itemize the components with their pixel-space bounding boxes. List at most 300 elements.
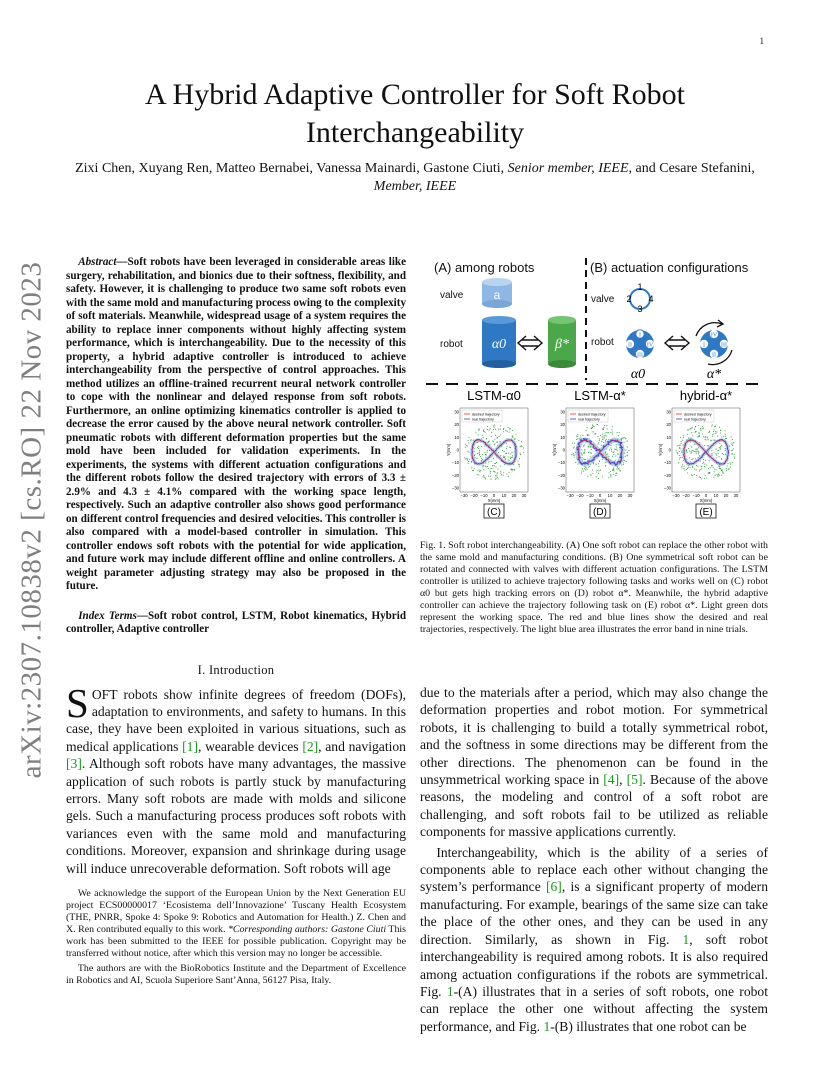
workspace-dot xyxy=(722,453,723,454)
workspace-dot xyxy=(467,451,468,452)
workspace-dot xyxy=(599,438,600,439)
workspace-dot xyxy=(500,466,501,467)
figure-link[interactable]: 1 xyxy=(446,983,454,999)
workspace-dot xyxy=(581,449,582,450)
workspace-dot xyxy=(490,476,491,477)
workspace-dot xyxy=(618,469,619,470)
workspace-dot xyxy=(711,426,712,427)
y-tick-label: 20 xyxy=(560,422,565,428)
workspace-dot xyxy=(493,429,494,430)
workspace-dot xyxy=(576,436,577,437)
workspace-dot xyxy=(613,474,614,475)
workspace-dot xyxy=(581,473,582,474)
index-terms-text: —Soft robot control, LSTM, Robot kinematics, Hybrid controller, Adaptive controller xyxy=(66,609,406,635)
abstract-label: Abstract xyxy=(78,256,117,268)
workspace-dot xyxy=(590,452,591,453)
figure-link[interactable]: 1 xyxy=(682,931,690,947)
citation-link[interactable]: [2] xyxy=(302,738,319,754)
citation-link[interactable]: [5] xyxy=(626,772,643,788)
workspace-dot xyxy=(607,453,608,454)
workspace-dot xyxy=(476,458,477,459)
workspace-dot xyxy=(506,448,507,449)
citation-link[interactable]: [3] xyxy=(66,756,82,772)
workspace-dot xyxy=(598,470,599,471)
workspace-dot xyxy=(617,432,618,433)
workspace-dot xyxy=(613,452,614,453)
workspace-dot xyxy=(509,432,510,433)
workspace-dot xyxy=(475,457,476,458)
workspace-dot xyxy=(497,437,498,438)
workspace-dot xyxy=(478,434,479,435)
workspace-dot xyxy=(681,467,682,468)
workspace-dot xyxy=(598,478,599,479)
figure-link[interactable]: 1 xyxy=(543,1018,551,1034)
workspace-dot xyxy=(478,474,479,475)
body-text: -(A) illustrates that in a series of soft robots, one robot can replace the other one without affecting the system performance, and Fig. xyxy=(420,983,768,1034)
workspace-dot xyxy=(598,473,599,474)
workspace-dot xyxy=(488,462,489,463)
workspace-dot xyxy=(586,430,587,431)
workspace-dot xyxy=(714,471,715,472)
workspace-dot xyxy=(617,453,618,454)
workspace-dot xyxy=(582,435,583,436)
workspace-dot xyxy=(711,454,712,455)
workspace-dot xyxy=(699,433,700,434)
x-tick-label: 20 xyxy=(723,493,729,498)
footnote-text: This work has been submitted to the IEEE for possible publication. Copyright may be transferred without notice, after which this version may no longer be accessible. xyxy=(66,924,406,959)
workspace-dot xyxy=(575,462,576,463)
workspace-dot xyxy=(679,455,680,456)
workspace-dot xyxy=(616,469,617,470)
plot-2 xyxy=(552,388,634,518)
workspace-dot xyxy=(698,453,699,454)
workspace-dot xyxy=(521,446,522,447)
workspace-dot xyxy=(716,455,717,456)
intro-text: , and navigation xyxy=(318,738,406,754)
workspace-dot xyxy=(597,424,598,425)
workspace-dot xyxy=(504,456,505,457)
arxiv-sidebar xyxy=(10,261,54,779)
workspace-dot xyxy=(603,428,604,429)
workspace-dot xyxy=(731,436,732,437)
workspace-dot xyxy=(584,450,585,451)
y-tick-label: 30 xyxy=(454,409,459,415)
workspace-dot xyxy=(710,467,711,468)
workspace-dot xyxy=(721,475,722,476)
workspace-dot xyxy=(696,449,697,450)
workspace-dot xyxy=(501,474,502,475)
body-text: , soft robot interchangeability is required among robots. It is also required among actuation configurations if the robots are symmetrical. Fig. xyxy=(420,931,769,999)
workspace-dot xyxy=(490,471,491,472)
workspace-dot xyxy=(624,437,625,438)
workspace-dot xyxy=(491,461,492,462)
workspace-dot xyxy=(680,437,681,438)
workspace-dot xyxy=(494,463,495,464)
workspace-dot xyxy=(713,431,714,432)
y-tick-label: −10 xyxy=(451,460,459,466)
workspace-dot xyxy=(612,433,613,434)
workspace-dot xyxy=(581,457,582,458)
workspace-dot xyxy=(724,430,725,431)
plot-title: LSTM-α* xyxy=(574,388,626,403)
workspace-dot xyxy=(689,451,690,452)
workspace-dot xyxy=(610,474,611,475)
workspace-dot xyxy=(587,427,588,428)
workspace-dot xyxy=(683,468,684,469)
workspace-dot xyxy=(483,466,484,467)
workspace-dot xyxy=(479,471,480,472)
workspace-dot xyxy=(508,472,509,473)
workspace-dot xyxy=(487,426,488,427)
workspace-dot xyxy=(603,442,604,443)
chamber-label: II xyxy=(628,342,632,349)
workspace-dot xyxy=(693,458,694,459)
workspace-dot xyxy=(505,459,506,460)
workspace-dot xyxy=(680,443,681,444)
workspace-dot xyxy=(713,452,714,453)
workspace-dot xyxy=(691,475,692,476)
workspace-dot xyxy=(584,468,585,469)
port-label: 1 xyxy=(637,282,643,292)
x-tick-label: 20 xyxy=(617,493,623,498)
workspace-dot xyxy=(612,456,613,457)
workspace-dot xyxy=(485,478,486,479)
workspace-dot xyxy=(617,467,618,468)
workspace-dot xyxy=(605,462,606,463)
workspace-dot xyxy=(720,432,721,433)
workspace-dot xyxy=(508,453,509,454)
workspace-dot xyxy=(498,469,499,470)
workspace-dot xyxy=(708,468,709,469)
workspace-dot xyxy=(713,440,714,441)
workspace-dot xyxy=(697,449,698,450)
body-text: -(B) illustrates that one robot can be xyxy=(550,1018,747,1034)
x-axis-label: X(mm) xyxy=(487,498,501,503)
workspace-dot xyxy=(518,464,519,465)
workspace-dot xyxy=(608,472,609,473)
workspace-dot xyxy=(687,452,688,453)
workspace-dot xyxy=(717,475,718,476)
workspace-dot xyxy=(616,473,617,474)
workspace-dot xyxy=(718,456,719,457)
workspace-dot xyxy=(483,475,484,476)
workspace-dot xyxy=(694,444,695,445)
workspace-dot xyxy=(711,465,712,466)
workspace-dot xyxy=(697,466,698,467)
workspace-dot xyxy=(606,436,607,437)
workspace-dot xyxy=(503,428,504,429)
workspace-dot xyxy=(484,452,485,453)
workspace-dot xyxy=(693,450,694,451)
workspace-dot xyxy=(583,446,584,447)
workspace-dot xyxy=(605,451,606,452)
workspace-dot xyxy=(677,453,678,454)
workspace-dot xyxy=(471,462,472,463)
workspace-dot xyxy=(468,461,469,462)
workspace-dot xyxy=(619,432,620,433)
workspace-dot xyxy=(699,442,700,443)
workspace-dot xyxy=(602,436,603,437)
workspace-dot xyxy=(509,428,510,429)
page-number: 1 xyxy=(759,36,764,46)
workspace-dot xyxy=(495,467,496,468)
workspace-dot xyxy=(691,451,692,452)
workspace-dot xyxy=(506,446,507,447)
workspace-dot xyxy=(582,468,583,469)
workspace-dot xyxy=(691,447,692,448)
workspace-dot xyxy=(591,453,592,454)
x-tick-label: −20 xyxy=(682,493,690,498)
workspace-dot xyxy=(593,426,594,427)
workspace-dot xyxy=(725,436,726,437)
workspace-dot xyxy=(503,431,504,432)
workspace-dot xyxy=(712,434,713,435)
workspace-dot xyxy=(479,469,480,470)
y-tick-label: −20 xyxy=(663,472,671,478)
workspace-dot xyxy=(474,448,475,449)
robot-label-a: robot xyxy=(440,339,463,350)
x-tick-label: −10 xyxy=(586,493,594,498)
workspace-dot xyxy=(489,441,490,442)
author-list xyxy=(70,160,760,196)
workspace-dot xyxy=(492,440,493,441)
panel-b-label: (B) actuation configurations xyxy=(590,260,749,275)
x-tick-label: 10 xyxy=(713,493,719,498)
workspace-dot xyxy=(606,439,607,440)
port-label: 4 xyxy=(648,294,654,304)
citation-link[interactable]: [6] xyxy=(545,879,562,895)
workspace-dot xyxy=(627,455,628,456)
workspace-dot xyxy=(699,470,700,471)
workspace-dot xyxy=(493,425,494,426)
workspace-dot xyxy=(478,448,479,449)
workspace-dot xyxy=(584,445,585,446)
workspace-dot xyxy=(692,475,693,476)
workspace-dot xyxy=(701,466,702,467)
body-text: Interchangeability, which is the ability of a series of components able to replace each other without changing the system’s performance xyxy=(420,844,768,895)
workspace-dot xyxy=(507,431,508,432)
intro-text: OFT robots show infinite degrees of freedom (DOFs), adaptation to environments, and safety to humans. In this case, they have been exploited in various situations, such as medical applications xyxy=(66,686,406,754)
y-tick-label: 10 xyxy=(666,434,671,440)
workspace-dot xyxy=(720,430,721,431)
workspace-dot xyxy=(612,470,613,471)
workspace-dot xyxy=(498,429,499,430)
workspace-dot xyxy=(713,429,714,430)
workspace-dot xyxy=(682,440,683,441)
workspace-dot xyxy=(574,454,575,455)
workspace-dot xyxy=(623,442,624,443)
workspace-dot xyxy=(491,436,492,437)
workspace-dot xyxy=(611,451,612,452)
workspace-dot xyxy=(596,464,597,465)
workspace-dot xyxy=(732,450,733,451)
workspace-dot xyxy=(618,435,619,436)
workspace-dot xyxy=(679,448,680,449)
workspace-dot xyxy=(579,438,580,439)
workspace-dot xyxy=(592,431,593,432)
workspace-dot xyxy=(711,450,712,451)
workspace-dot xyxy=(708,432,709,433)
workspace-dot xyxy=(588,452,589,453)
workspace-dot xyxy=(512,457,513,458)
workspace-dot xyxy=(512,430,513,431)
workspace-dot xyxy=(719,447,720,448)
workspace-dot xyxy=(505,430,506,431)
workspace-dot xyxy=(475,432,476,433)
workspace-dot xyxy=(695,426,696,427)
workspace-dot xyxy=(614,451,615,452)
authors-affil-2: Member, IEEE xyxy=(373,179,457,194)
workspace-dot xyxy=(705,475,706,476)
body-text: , xyxy=(619,772,627,788)
footnote-affiliation: The authors are with the BioRobotics Institute and the Department of Excellence in Robotics and AI, Scuola Superiore Sant’Anna, 56127 Pisa, Italy. xyxy=(66,963,406,986)
workspace-dot xyxy=(496,475,497,476)
citation-link[interactable]: [1] xyxy=(182,738,198,754)
workspace-dot xyxy=(598,463,599,464)
workspace-dot xyxy=(473,470,474,471)
workspace-dot xyxy=(490,473,491,474)
workspace-dot xyxy=(684,466,685,467)
workspace-dot xyxy=(485,454,486,455)
workspace-dot xyxy=(487,466,488,467)
workspace-dot xyxy=(699,435,700,436)
workspace-dot xyxy=(712,424,713,425)
workspace-dot xyxy=(676,452,677,453)
workspace-dot xyxy=(708,439,709,440)
workspace-dot xyxy=(702,463,703,464)
workspace-dot xyxy=(510,458,511,459)
workspace-dot xyxy=(478,446,479,447)
citation-link[interactable]: [4] xyxy=(603,772,620,788)
workspace-dot xyxy=(490,428,491,429)
double-arrow-icon xyxy=(665,336,689,350)
workspace-dot xyxy=(626,461,627,462)
workspace-dot xyxy=(688,448,689,449)
workspace-dot xyxy=(729,446,730,447)
workspace-dot xyxy=(615,456,616,457)
workspace-dot xyxy=(692,467,693,468)
workspace-dot xyxy=(725,434,726,435)
workspace-dot xyxy=(606,425,607,426)
plot-legend xyxy=(462,410,502,422)
intro-paragraph-1 xyxy=(66,679,406,877)
workspace-dot xyxy=(723,473,724,474)
workspace-dot xyxy=(627,441,628,442)
drop-cap: S xyxy=(66,679,89,726)
chamber-label: I xyxy=(703,342,705,349)
workspace-dot xyxy=(500,455,501,456)
workspace-dot xyxy=(691,432,692,433)
workspace-dot xyxy=(520,446,521,447)
workspace-dot xyxy=(727,463,728,464)
legend-entry: real trajectory xyxy=(578,417,600,422)
workspace-dot xyxy=(591,475,592,476)
workspace-dot xyxy=(508,460,509,461)
workspace-dot xyxy=(577,434,578,435)
workspace-dot xyxy=(732,443,733,444)
workspace-dot xyxy=(683,437,684,438)
workspace-dot xyxy=(682,457,683,458)
workspace-dot xyxy=(487,452,488,453)
workspace-dot xyxy=(477,453,478,454)
y-tick-label: −20 xyxy=(557,472,565,478)
workspace-dot xyxy=(585,469,586,470)
workspace-dot xyxy=(603,438,604,439)
workspace-dot xyxy=(602,429,603,430)
workspace-dot xyxy=(494,471,495,472)
y-tick-label: 10 xyxy=(454,434,459,440)
x-tick-label: 10 xyxy=(501,493,507,498)
y-tick-label: −30 xyxy=(557,485,565,491)
workspace-dot xyxy=(687,472,688,473)
workspace-dot xyxy=(498,452,499,453)
legend-entry: real trajectory xyxy=(472,417,494,422)
workspace-dot xyxy=(713,467,714,468)
x-tick-label: −10 xyxy=(692,493,700,498)
workspace-dot xyxy=(573,455,574,456)
workspace-dot xyxy=(495,429,496,430)
workspace-dot xyxy=(502,450,503,451)
workspace-dot xyxy=(474,454,475,455)
workspace-dot xyxy=(573,453,574,454)
authors-part-2: and Cesare Stefanini, xyxy=(632,161,755,176)
workspace-dot xyxy=(625,438,626,439)
workspace-dot xyxy=(704,466,705,467)
workspace-dot xyxy=(504,451,505,452)
workspace-dot xyxy=(694,474,695,475)
workspace-dot xyxy=(483,469,484,470)
workspace-dot xyxy=(590,456,591,457)
workspace-dot xyxy=(572,443,573,444)
workspace-dot xyxy=(733,442,734,443)
workspace-dot xyxy=(523,452,524,453)
workspace-dot xyxy=(466,445,467,446)
workspace-dot xyxy=(518,440,519,441)
workspace-dot xyxy=(703,428,704,429)
workspace-dot xyxy=(588,434,589,435)
workspace-dot xyxy=(719,465,720,466)
workspace-dot xyxy=(696,451,697,452)
y-tick-label: −10 xyxy=(663,460,671,466)
workspace-dot xyxy=(616,449,617,450)
workspace-dot xyxy=(468,452,469,453)
workspace-dot xyxy=(483,437,484,438)
workspace-dot xyxy=(471,439,472,440)
legend-entry: desired trajectory xyxy=(684,412,712,417)
workspace-dot xyxy=(590,447,591,448)
workspace-dot xyxy=(581,452,582,453)
workspace-dot xyxy=(728,468,729,469)
workspace-dot xyxy=(616,446,617,447)
workspace-dot xyxy=(580,435,581,436)
workspace-dot xyxy=(608,432,609,433)
workspace-dot xyxy=(733,448,734,449)
workspace-dot xyxy=(585,467,586,468)
workspace-dot xyxy=(682,464,683,465)
workspace-dot xyxy=(610,432,611,433)
x-tick-label: 30 xyxy=(627,493,633,498)
workspace-dot xyxy=(465,444,466,445)
workspace-dot xyxy=(582,459,583,460)
workspace-dot xyxy=(592,473,593,474)
workspace-dot xyxy=(725,454,726,455)
workspace-dot xyxy=(509,460,510,461)
workspace-dot xyxy=(500,425,501,426)
right-paragraph-2 xyxy=(420,844,768,1035)
workspace-dot xyxy=(725,450,726,451)
workspace-dot xyxy=(582,455,583,456)
workspace-dot xyxy=(712,436,713,437)
